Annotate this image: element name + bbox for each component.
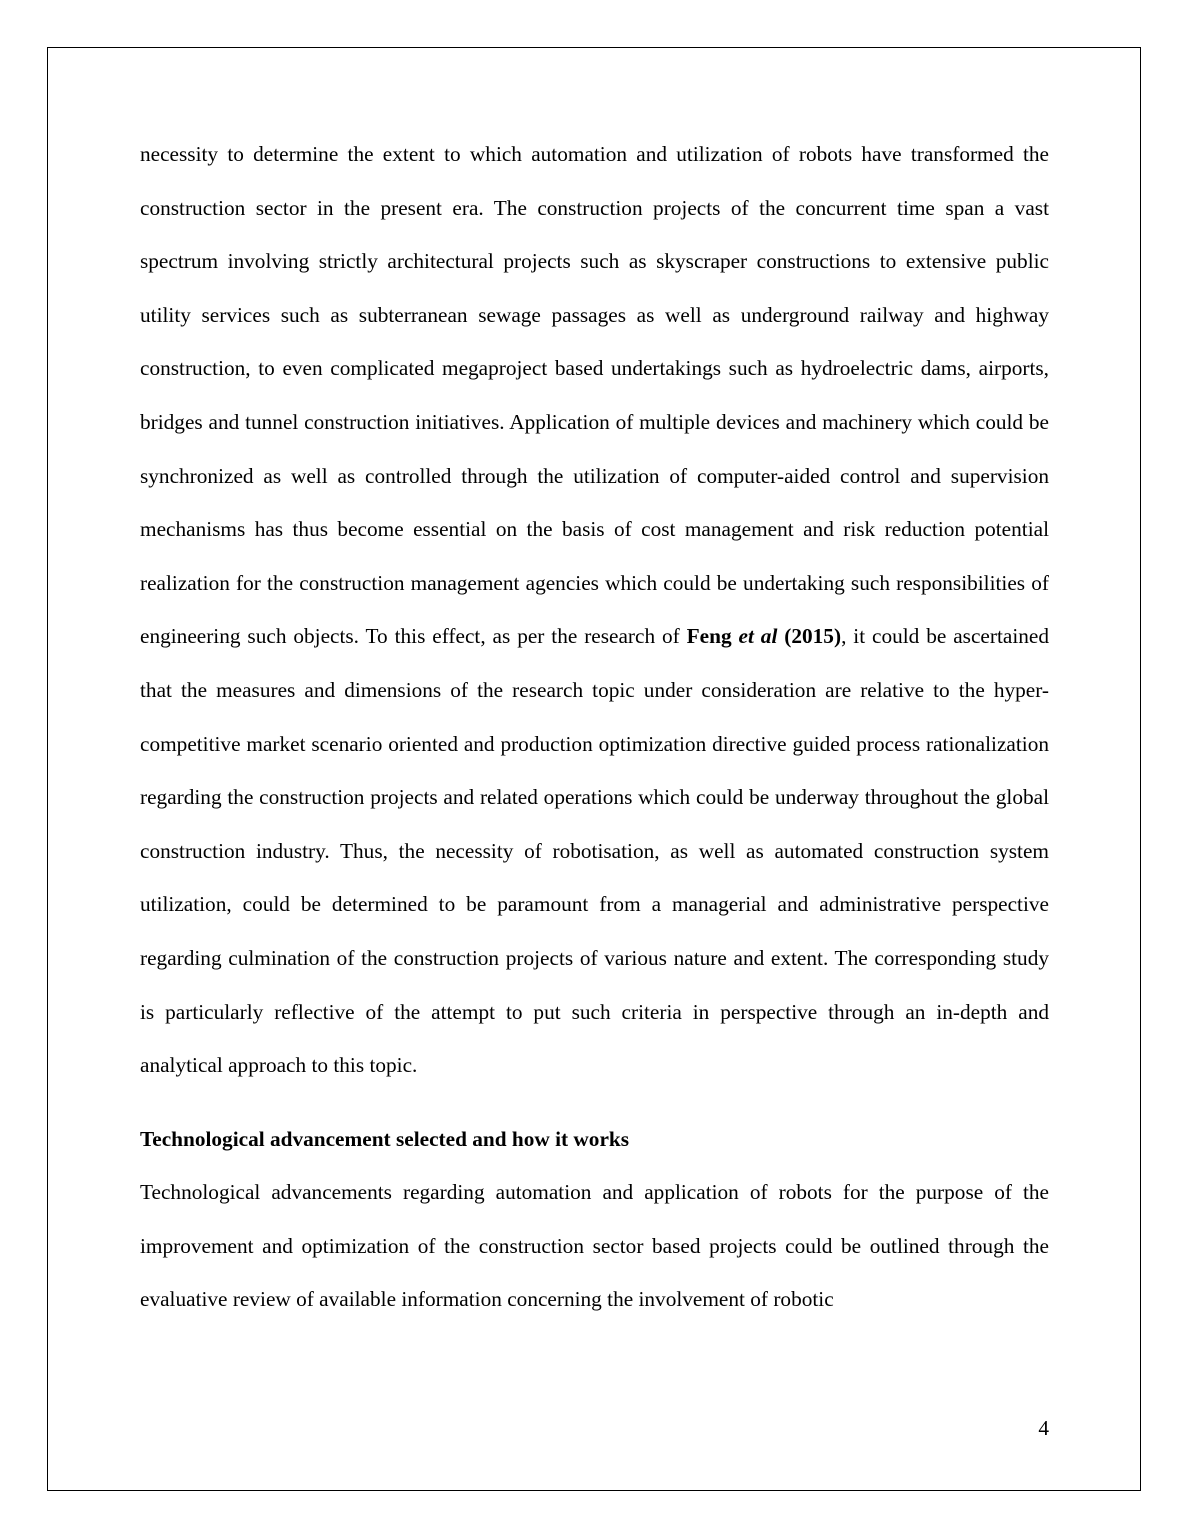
- citation-year: (2015): [777, 624, 842, 649]
- section-heading: Technological advancement selected and how it works: [140, 1126, 630, 1151]
- page-number: 4: [1038, 1416, 1049, 1440]
- body-paragraph-2: Technological advancements regarding automation and application of robots for the purpose of the improvement and optimization of the construction sector based projects could be outlined through the evaluative review of available information concerning the involvement of robotic: [140, 1180, 1049, 1312]
- document-body: [140, 128, 1049, 1327]
- paragraph-1-text-start: necessity to determine the extent to which automation and utilization of robots have transformed the construction sector in the present era. The construction projects of the concurrent time span a vast spectrum involving strictly architectural projects such as skyscraper constructions to extensive public utility services such as subterranean sewage passages as well as underground railway and highway construction, to even complicated megaproject based undertakings such as hydroelectric dams, airports, bridges and tunnel construction initiatives. Application of multiple devices and machinery which could be synchronized as well as controlled through the utilization of computer-aided control and supervision mechanisms has thus become essential on the basis of cost management and risk reduction potential realization for the construction management agencies which could be undertaking such responsibilities of engineering such objects. To this effect, as per the research of: [140, 142, 1049, 649]
- body-paragraph-1: [140, 128, 1049, 1093]
- citation-et-al: et al: [738, 624, 778, 649]
- citation-author: Feng: [686, 624, 739, 649]
- paragraph-1-text-end: , it could be ascertained that the measures and dimensions of the research topic under consideration are relative to the hyper-competitive market scenario oriented and production optimization directive guided process rationalization regarding the construction projects and related operations which could be underway throughout the global construction industry. Thus, the necessity of robotisation, as well as automated construction system utilization, could be determined to be paramount from a managerial and administrative perspective regarding culmination of the construction projects of various nature and extent. The corresponding study is particularly reflective of the attempt to put such criteria in perspective through an in-depth and analytical approach to this topic.: [140, 624, 1050, 1078]
